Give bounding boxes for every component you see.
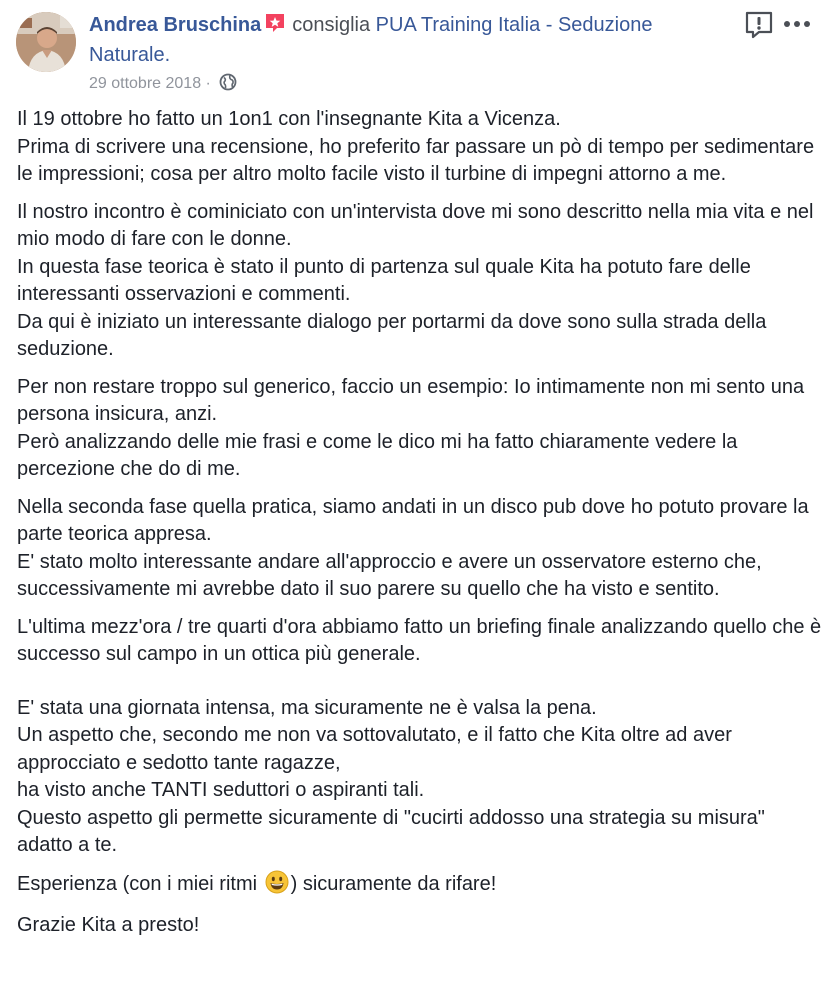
page-link[interactable]: PUA Training Italia - Seduzione Naturale.	[89, 14, 653, 66]
post-paragraph: E' stata una giornata intensa, ma sicuramente ne è valsa la pena. Un aspetto che, secondo me non va sottovalutato, e il fatto che Kita oltre ad aver approcciato e sedotto tante ragazze, ha visto anche TANTI seduttori o aspiranti tali. Questo aspetto gli permette sicuramente di "cucirti addosso una strategia su misura" adatto a te.	[17, 696, 765, 856]
post-paragraph: Il nostro incontro è cominiciato con un'intervista dove mi sono descritto nella mia vita e nel mio modo di fare con le donne. In questa fase teorica è stato il punto di partenza sul quale Kita ha potuto fare delle interessanti osservazioni e commenti. Da qui è iniziato un interessante dialogo per portarmi da dove sono sulla strada della seduzione.	[17, 200, 814, 360]
post-header	[89, 12, 729, 69]
post-date[interactable]: 29 ottobre 2018	[89, 75, 202, 92]
esperienza-text-before: Esperienza (con i miei ritmi	[17, 872, 258, 895]
more-icon[interactable]	[782, 12, 812, 36]
avatar-photo	[16, 12, 76, 72]
post-paragraph: Nella seconda fase quella pratica, siamo andati in un disco pub dove ho potuto provare la parte teorica appresa. E' stato molto interessante andare all'approccio e avere un osservatore esterno che, successivamente mi avrebbe dato il suo parere su quello che ha visto e sentito.	[17, 495, 809, 600]
meta-separator: ·	[205, 75, 211, 92]
grinning-face-emoji	[265, 870, 289, 903]
post-paragraph: Per non restare troppo sul generico, faccio un esempio: Io intimamente non mi sento una persona insicura, anzi. Però analizzando delle mie frasi e come le dico mi ha fatto chiaramente vedere la percezione che do di me.	[17, 375, 805, 480]
post-body	[17, 106, 823, 940]
post-paragraph-esperienza	[17, 870, 823, 903]
post-paragraph: Il 19 ottobre ho fatto un 1on1 con l'insegnante Kita a Vicenza. Prima di scrivere una recensione, ho preferito far passare un pò di tempo per sedimentare le impressioni; cosa per altro molto facile visto il turbine di impegni attorno a me.	[17, 108, 815, 185]
action-text: consiglia	[292, 14, 371, 36]
recommend-icon	[264, 12, 286, 42]
author-name[interactable]: Andrea Bruschina	[89, 14, 262, 36]
report-icon[interactable]	[744, 10, 774, 40]
esperienza-text-after: ) sicuramente da rifare!	[290, 872, 497, 895]
globe-icon[interactable]	[219, 73, 237, 97]
post-meta	[89, 73, 237, 97]
avatar[interactable]	[16, 12, 76, 72]
post-paragraph: L'ultima mezz'ora / tre quarti d'ora abbiamo fatto un briefing finale analizzando quello che è successo sul campo in un ottica più generale.	[17, 615, 822, 665]
post-paragraph-closing: Grazie Kita a presto!	[17, 914, 200, 936]
